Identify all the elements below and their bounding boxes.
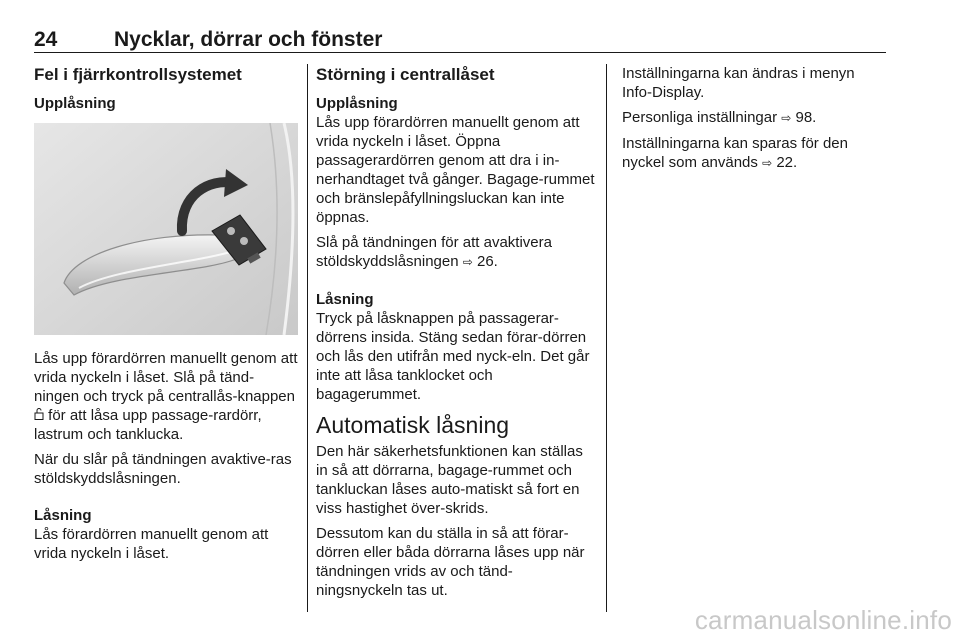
- immobiliser-text: Slå på tändningen för att avaktivera stöldskyddslåsningen: [316, 234, 552, 270]
- unlock-heading-2: Upplåsning: [316, 95, 398, 112]
- page-reference-26[interactable]: 26.: [477, 253, 498, 270]
- page-reference-22[interactable]: 22.: [776, 154, 798, 171]
- unlock-text-part-b: för att låsa upp passage-rardörr, lastrum och tanklucka.: [34, 407, 262, 443]
- column-divider-1: [307, 64, 308, 612]
- auto-lock-paragraph-1: Den här säkerhetsfunktionen kan ställas in så att dörrarna, bagage-rummet och tankluckan låses auto-matiskt så fort en viss hastighet över-skrids.: [316, 443, 583, 517]
- section-title-auto-lock: Automatisk låsning: [316, 412, 510, 438]
- door-key-illustration: [34, 123, 298, 335]
- section-title-remote-failure: Fel i fjärrkontrollsystemet: [34, 65, 242, 84]
- key-settings-text: Inställningarna kan sparas för den nyckel som används: [622, 135, 848, 171]
- page-reference-icon: ⇨: [462, 255, 473, 269]
- settings-paragraph-2: [622, 108, 886, 128]
- unlock-heading: Upplåsning: [34, 95, 116, 112]
- lock-heading: Låsning: [34, 507, 92, 524]
- lock-paragraph: Lås förardörren manuellt genom att vrida nyckeln i låset.: [34, 526, 269, 562]
- unlock-paragraph-1: [34, 349, 298, 444]
- door-key-svg: [34, 123, 298, 335]
- lock-paragraph-col2: Tryck på låsknappen på passagerar-dörrens insida. Stäng sedan förar-dörren och lås den utifrån med nyck-eln. Det går inte att låsa tanklocket och bagagerummet.: [316, 310, 590, 403]
- auto-lock-paragraph-2: Dessutom kan du ställa in så att förar-dörren eller båda dörrarna låses upp när tändningen vrids av och tänd-ningsnyckeln tas ut.: [316, 525, 585, 599]
- column-remote-failure: [34, 64, 298, 569]
- chapter-title: Nycklar, dörrar och fönster: [114, 28, 383, 51]
- unlock-button-icon: [34, 407, 44, 420]
- lock-heading-2: Låsning: [316, 291, 374, 308]
- column-divider-2: [606, 64, 607, 612]
- site-watermark: carmanualsonline.info: [694, 605, 952, 635]
- page-number: 24: [34, 28, 58, 51]
- column-settings: [622, 64, 886, 179]
- settings-paragraph-3: [622, 134, 886, 173]
- immobiliser-paragraph: [316, 233, 596, 272]
- page-reference-icon: ⇨: [762, 156, 773, 170]
- settings-paragraph-1: Inställningarna kan ändras i menyn Info-Display.: [622, 65, 855, 101]
- unlock-text-part-a: Lås upp förardörren manuellt genom att vrida nyckeln i låset. Slå på tänd-ningen och tryck på centrallås-knappen: [34, 350, 298, 405]
- section-title-central-lock-fault: Störning i centrallåset: [316, 65, 495, 84]
- personal-settings-text: Personliga inställningar: [622, 109, 778, 126]
- page-reference-98[interactable]: 98.: [795, 109, 817, 126]
- unlock-paragraph-2: När du slår på tändningen avaktive-ras stöldskyddslåsningen.: [34, 451, 292, 487]
- page-header: [34, 28, 886, 53]
- unlock-paragraph-col2: Lås upp förardörren manuellt genom att vrida nyckeln i låset. Öppna passagerardörren genom att dra i in-nerhandtaget två gånger. Bagage-rummet och bränslepåfyllningsluckan kan inte öppnas.: [316, 114, 595, 226]
- column-central-lock-fault: [316, 64, 596, 606]
- page-reference-icon: ⇨: [781, 111, 792, 125]
